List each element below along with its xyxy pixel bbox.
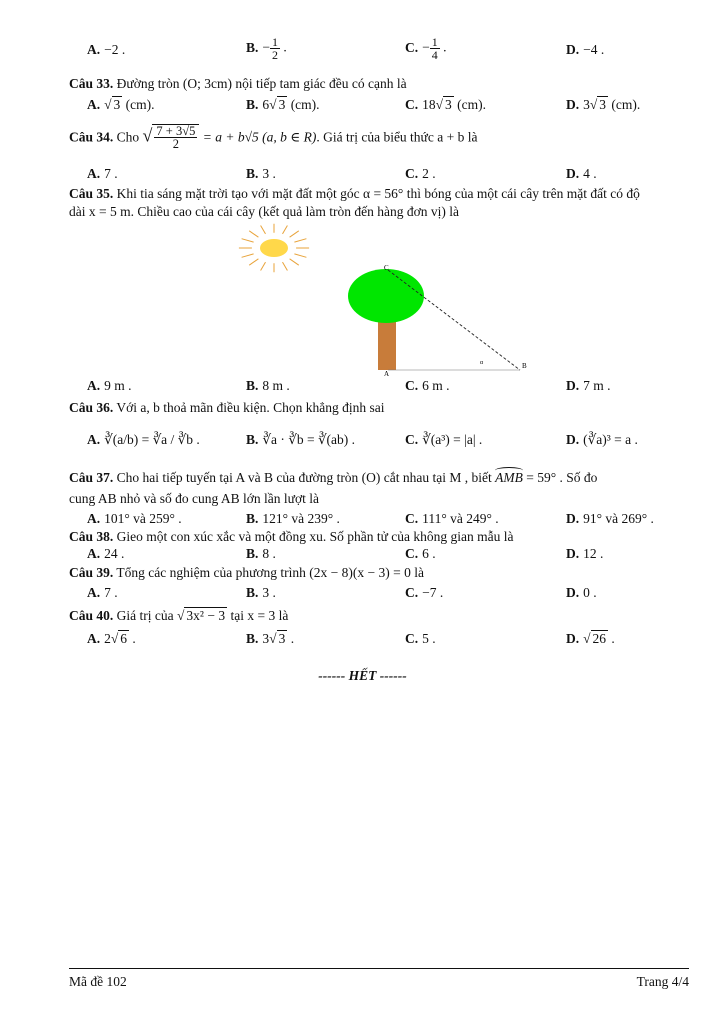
q34-option-d: D. 4 . <box>566 166 597 181</box>
q34-stem: Câu 34. Cho √ $\frac{7 + 3√5}{2}$ = a + b√5 (a, b ∈ R). Giá trị của biểu thức a + b là <box>69 124 478 151</box>
q34-option-b: B. 3 . <box>246 166 276 181</box>
q32-option-c: C. − $\frac{1}{4}$ . <box>405 35 447 62</box>
q37-option-c: C. 111° và 249° . <box>405 511 499 526</box>
q33-option-b: B. 6√ 3 (cm). <box>246 97 320 112</box>
point-c-label: C <box>384 264 389 272</box>
q36-option-b: B. ∛a · ∛b = ∛(ab) . <box>246 432 356 447</box>
q40-option-d: D. √ 26 . <box>566 631 615 646</box>
q32-option-a: A. −2 . <box>87 42 126 57</box>
q36-options <box>0 432 725 452</box>
angle-label: α <box>480 360 484 366</box>
q39-option-d: D. 0 . <box>566 585 597 600</box>
q37-option-b: B. 121° và 239° . <box>246 511 340 526</box>
tree-shadow-figure <box>222 222 542 378</box>
q34-option-a: A. 7 . <box>87 166 118 181</box>
q39-options <box>0 585 725 605</box>
q38-option-c: C. 6 . <box>405 546 436 561</box>
q39-option-c: C. −7 . <box>405 585 444 600</box>
q36-option-d: D. (∛a)³ = a . <box>566 432 638 447</box>
sun-ray <box>261 262 266 270</box>
sun-ray <box>249 259 258 265</box>
q32-option-b: B. − $\frac{1}{2}$ . <box>246 35 287 62</box>
sun-ray <box>294 239 306 242</box>
tree-icon <box>348 269 424 370</box>
q40-stem: Câu 40. Giá trị của √ 3x² − 3 tại x = 3 là <box>69 608 289 623</box>
q36-stem: Câu 36. Với a, b thoả mãn điều kiện. Chọn khẳng định sai <box>69 400 385 415</box>
q35-stem-line1: Câu 35. Khi tia sáng mặt trời tạo với mặt đất một góc α = 56° thì bóng của một cái cây trên mặt đất có độ <box>69 186 640 201</box>
q33-option-a: A. √ 3 (cm). <box>87 97 155 112</box>
q39-option-b: B. 3 . <box>246 585 276 600</box>
q34-options <box>0 166 725 186</box>
q38-option-b: B. 8 . <box>246 546 276 561</box>
q33-option-d: D. 3√ 3 (cm). <box>566 97 641 112</box>
q38-option-d: D. 12 . <box>566 546 604 561</box>
sun-ray <box>242 254 254 257</box>
q35-option-b: B. 8 m . <box>246 378 290 393</box>
q35-option-a: A. 9 m . <box>87 378 132 393</box>
q40-option-c: C. 5 . <box>405 631 436 646</box>
q37-stem-line1: Câu 37. Cho hai tiếp tuyến tại A và B của đường tròn (O) cắt nhau tại M , biết AMB = 59° . Số đo <box>69 470 598 485</box>
end-of-exam-mark: ------ HẾT ------ <box>318 668 407 683</box>
sun-ray <box>283 262 288 270</box>
q37-stem-line2: cung AB nhỏ và số đo cung AB lớn lần lượt là <box>69 491 319 506</box>
q33-stem: Câu 33. Đường tròn (O; 3cm) nội tiếp tam giác đều có cạnh là <box>69 76 407 91</box>
q33-options <box>0 97 725 117</box>
sun-ray <box>242 239 254 242</box>
q39-stem: Câu 39. Tổng các nghiệm của phương trình (2x − 8)(x − 3) = 0 là <box>69 565 424 580</box>
sun-ray <box>290 231 299 237</box>
q36-option-a: A. ∛(a/b) = ∛a / ∛b . <box>87 432 200 447</box>
q35-option-c: C. 6 m . <box>405 378 450 393</box>
sun-icon <box>239 224 309 273</box>
q37-options <box>0 511 725 531</box>
q40-option-a: A. 2√ 6 . <box>87 631 136 646</box>
exam-code: Mã đề 102 <box>69 974 127 989</box>
sun-ray <box>261 226 266 234</box>
q36-option-c: C. ∛(a³) = |a| . <box>405 432 483 447</box>
footer-divider <box>69 968 689 969</box>
sun-ray <box>294 254 306 257</box>
q35-stem-line2: dài x = 5 m. Chiều cao của cái cây (kết quả làm tròn đến hàng đơn vị) là <box>69 204 459 219</box>
q40-option-b: B. 3√ 3 . <box>246 631 295 646</box>
q37-option-a: A. 101° và 259° . <box>87 511 182 526</box>
point-a-label: A <box>384 370 390 378</box>
sun-ray <box>283 226 288 234</box>
q38-options <box>0 546 725 566</box>
page-number: Trang 4/4 <box>636 974 689 989</box>
q33-option-c: C. 18√ 3 (cm). <box>405 97 487 112</box>
q38-option-a: A. 24 . <box>87 546 125 561</box>
q32-options <box>0 35 725 62</box>
q37-option-d: D. 91° và 269° . <box>566 511 654 526</box>
sun-ray <box>290 259 299 265</box>
q35-option-d: D. 7 m . <box>566 378 611 393</box>
q40-options <box>0 631 725 651</box>
q38-stem: Câu 38. Gieo một con xúc xắc và một đồng xu. Số phần tử của không gian mẫu là <box>69 529 514 544</box>
sun-ray <box>249 231 258 237</box>
point-b-label: B <box>522 362 527 370</box>
q35-options <box>0 378 725 398</box>
q34-option-c: C. 2 . <box>405 166 436 181</box>
q39-option-a: A. 7 . <box>87 585 118 600</box>
q32-option-d: D. −4 . <box>566 42 605 57</box>
